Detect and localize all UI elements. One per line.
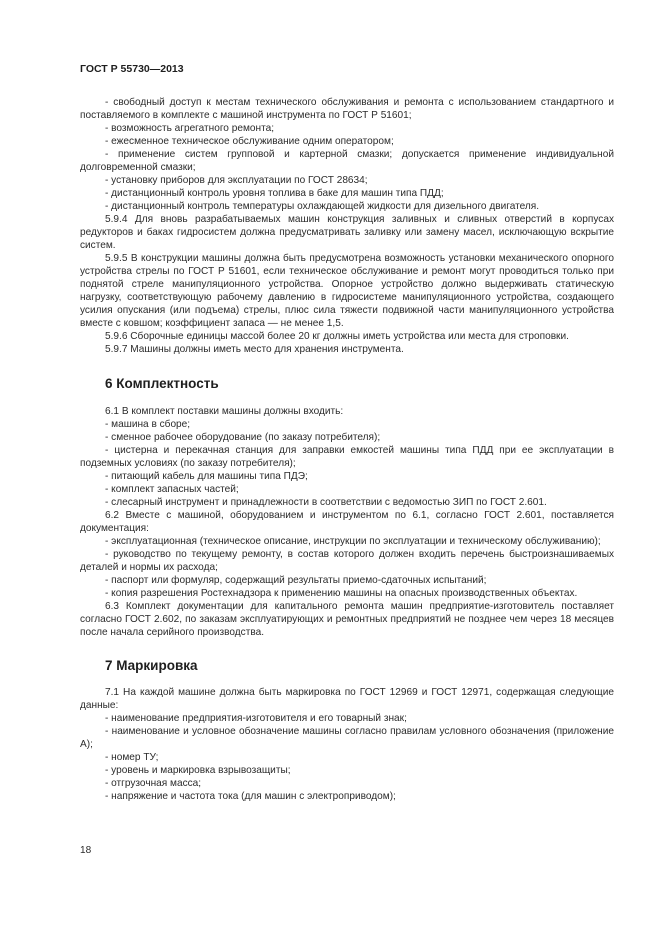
paragraph: - комплект запасных частей; xyxy=(105,484,239,495)
intro-block xyxy=(80,96,614,356)
paragraph: 6.1 В комплект поставки машины должны входить: xyxy=(105,406,344,417)
paragraph: - свободный доступ к местам технического обслуживания и ремонта с использованием стандартного и поставляемого в комплекте с машиной инструмента по ГОСТ Р 51601; xyxy=(80,97,614,121)
section-6-body xyxy=(80,405,614,639)
paragraph: 5.9.4 Для вновь разрабатываемых машин конструкция заливных и сливных отверстий в корпусах редукторов и баках гидросистем должна предусматривать заливку или замену масел, исключающую вскрытие систем. xyxy=(80,214,614,251)
paragraph: - сменное рабочее оборудование (по заказу потребителя); xyxy=(105,432,381,443)
paragraph: 6.2 Вместе с машиной, оборудованием и инструментом по 6.1, согласно ГОСТ 2.601, поставляется документация: xyxy=(80,510,614,534)
paragraph: 5.9.5 В конструкции машины должна быть предусмотрена возможность установки механического опорного устройства стрелы по ГОСТ Р 51601, если техническое обслуживание и ремонт могут проводиться только при поднятой стреле манипуляционного устройства. Опорное устройство должно выдерживать статическую нагрузку, соответствующую рабочему давлению в гидросистеме манипуляционного устройства, создающего усилия опускания (или подъема) стрелы, плюс сила тяжести подвижной части манипуляционного устройства вместе с ковшом; коэффициент запаса — не менее 1,5. xyxy=(80,253,614,329)
paragraph: - отгрузочная масса; xyxy=(105,778,202,789)
paragraph: - слесарный инструмент и принадлежности в соответствии с ведомостью ЗИП по ГОСТ 2.601. xyxy=(105,497,547,508)
page-number: 18 xyxy=(80,845,92,856)
paragraph: - эксплуатационная (техническое описание, инструкции по эксплуатации и техническому обслуживанию); xyxy=(105,536,601,547)
paragraph: - применение систем групповой и картерной смазки; допускается применение индивидуальной долговременной смазки; xyxy=(80,149,614,173)
paragraph: - напряжение и частота тока (для машин с электроприводом); xyxy=(105,791,396,802)
paragraph: - дистанционный контроль уровня топлива в баке для машин типа ПДД; xyxy=(105,188,444,199)
paragraph: - номер ТУ; xyxy=(105,752,159,763)
paragraph: 5.9.6 Сборочные единицы массой более 20 кг должны иметь устройства или места для строповки. xyxy=(105,331,569,342)
paragraph: - паспорт или формуляр, содержащий результаты приемо-сдаточных испытаний; xyxy=(105,575,487,586)
paragraph: 7.1 На каждой машине должна быть маркировка по ГОСТ 12969 и ГОСТ 12971, содержащая следующие данные: xyxy=(80,687,614,711)
paragraph: - цистерна и перекачная станция для заправки емкостей машины типа ПДД при ее эксплуатации в подземных условиях (по заказу потребителя); xyxy=(80,445,614,469)
document-body xyxy=(80,96,614,803)
paragraph: - наименование предприятия-изготовителя и его товарный знак; xyxy=(105,713,407,724)
paragraph: - руководство по текущему ремонту, в состав которого должен входить перечень быстроизнашиваемых деталей и нормы их расхода; xyxy=(80,549,614,573)
paragraph: - установку приборов для эксплуатации по ГОСТ 28634; xyxy=(105,175,368,186)
paragraph: - уровень и маркировка взрывозащиты; xyxy=(105,765,291,776)
paragraph: - наименование и условное обозначение машины согласно правилам условного обозначения (приложение А); xyxy=(80,726,614,750)
paragraph: - дистанционный контроль температуры охлаждающей жидкости для дизельного двигателя. xyxy=(105,201,540,212)
paragraph: 6.3 Комплект документации для капитального ремонта машин предприятие-изготовитель поставляет согласно ГОСТ 2.602, по заказам эксплуатирующих и ремонтных предприятий не позднее чем через 18 месяцев после начала серийного производства. xyxy=(80,601,614,638)
paragraph: - машина в сборе; xyxy=(105,419,191,430)
paragraph: 5.9.7 Машины должны иметь место для хранения инструмента. xyxy=(105,344,404,355)
paragraph: - питающий кабель для машины типа ПДЭ; xyxy=(105,471,308,482)
section-heading-7: 7 Маркировка xyxy=(105,658,198,673)
paragraph: - копия разрешения Ростехнадзора к применению машины на опасных производственных объектах. xyxy=(105,588,578,599)
section-7-body xyxy=(80,686,614,803)
document-header: ГОСТ Р 55730—2013 xyxy=(80,63,184,75)
paragraph: - возможность агрегатного ремонта; xyxy=(105,123,275,134)
section-heading-6: 6 Комплектность xyxy=(105,376,219,391)
paragraph: - ежесменное техническое обслуживание одним оператором; xyxy=(105,136,394,147)
